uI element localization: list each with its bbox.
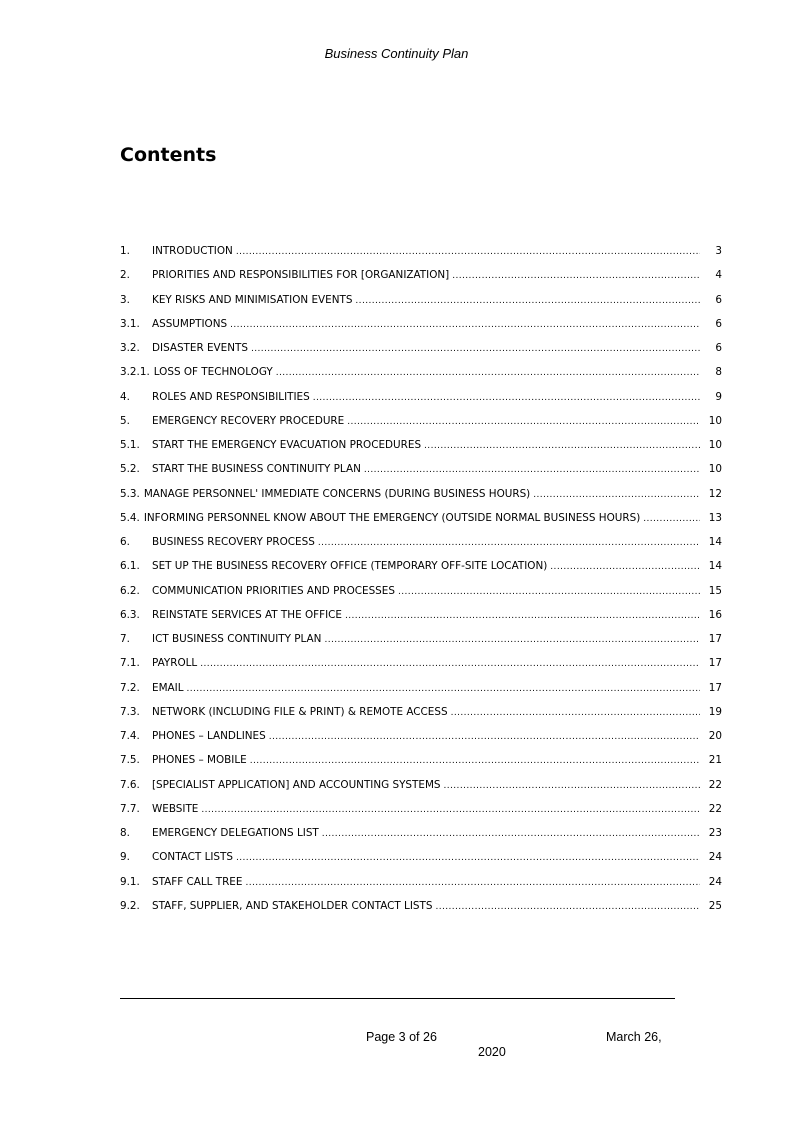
toc-entry-title: COMMUNICATION PRIORITIES AND PROCESSES (152, 584, 395, 597)
toc-entry[interactable] (120, 409, 722, 433)
document-header-title: Business Continuity Plan (324, 46, 469, 61)
toc-entry-title: SET UP THE BUSINESS RECOVERY OFFICE (TEMPORARY OFF-SITE LOCATION) (152, 560, 548, 573)
toc-entry[interactable] (120, 724, 722, 748)
toc-entry[interactable] (120, 288, 722, 312)
toc-dot-leader (550, 561, 700, 573)
toc-dot-leader (398, 586, 700, 598)
toc-entry-page-number: 17 (708, 657, 722, 670)
toc-dot-leader (230, 319, 700, 331)
toc-entry[interactable] (120, 627, 722, 651)
toc-entry[interactable] (120, 651, 722, 675)
toc-dot-leader (187, 683, 701, 695)
toc-entry-number: 7.4. (120, 730, 140, 743)
toc-dot-leader (324, 634, 700, 646)
toc-dot-leader (201, 804, 700, 816)
toc-entry-number: 3.2.1. (120, 366, 150, 379)
toc-dot-leader (322, 828, 700, 840)
toc-entry-number: 3.1. (120, 317, 140, 330)
toc-entry[interactable] (120, 530, 722, 554)
toc-entry-number: 3. (120, 293, 130, 306)
toc-dot-leader (236, 852, 700, 864)
toc-entry[interactable] (120, 700, 722, 724)
toc-entry[interactable] (120, 748, 722, 772)
toc-entry-page-number: 4 (715, 269, 722, 282)
toc-entry-page-number: 13 (708, 511, 722, 524)
toc-entry-title: INTRODUCTION (152, 245, 233, 258)
toc-entry-number: 6.2. (120, 584, 140, 597)
toc-entry-title: STAFF CALL TREE (152, 875, 243, 888)
toc-entry-number: 5.3. (120, 487, 140, 500)
toc-dot-leader (251, 343, 700, 355)
toc-entry[interactable] (120, 433, 722, 457)
toc-entry-title: INFORMING PERSONNEL KNOW ABOUT THE EMERGENCY (OUTSIDE NORMAL BUSINESS HOURS) (143, 511, 641, 524)
toc-entry-page-number: 16 (708, 608, 722, 621)
toc-entry-number: 6. (120, 536, 130, 549)
toc-entry-page-number: 17 (708, 681, 722, 694)
toc-entry-page-number: 6 (715, 342, 722, 355)
toc-dot-leader (364, 464, 700, 476)
toc-entry-page-number: 22 (708, 802, 722, 815)
toc-dot-leader (533, 489, 700, 501)
toc-entry-title: ROLES AND RESPONSIBILITIES (152, 390, 310, 403)
toc-entry-title: LOSS OF TECHNOLOGY (153, 366, 273, 379)
toc-entry-page-number: 19 (708, 705, 722, 718)
toc-entry[interactable] (120, 457, 722, 481)
footer-page-number: Page 3 of 26 (366, 1030, 437, 1044)
toc-entry-number: 5.4. (120, 511, 140, 524)
toc-entry-number: 9.1. (120, 875, 140, 888)
toc-dot-leader (200, 658, 700, 670)
toc-entry[interactable] (120, 360, 722, 384)
toc-dot-leader (236, 246, 700, 258)
toc-entry[interactable] (120, 482, 722, 506)
toc-entry[interactable] (120, 676, 722, 700)
footer-divider (120, 998, 675, 999)
toc-entry-title: PAYROLL (152, 657, 198, 670)
toc-dot-leader (451, 707, 700, 719)
toc-entry-title: EMERGENCY DELEGATIONS LIST (152, 827, 319, 840)
toc-entry[interactable] (120, 821, 722, 845)
toc-entry-number: 2. (120, 269, 130, 282)
toc-dot-leader (269, 731, 700, 743)
toc-entry-title: ASSUMPTIONS (152, 317, 228, 330)
toc-entry-title: EMAIL (152, 681, 184, 694)
toc-entry-number: 5. (120, 414, 130, 427)
toc-entry-title: PHONES – LANDLINES (152, 730, 266, 743)
toc-entry-number: 5.1. (120, 439, 140, 452)
toc-entry-page-number: 10 (708, 463, 722, 476)
toc-entry-title: NETWORK (INCLUDING FILE & PRINT) & REMOTE ACCESS (152, 705, 448, 718)
toc-entry-title: WEBSITE (152, 802, 199, 815)
toc-entry-title: REINSTATE SERVICES AT THE OFFICE (152, 608, 342, 621)
toc-entry-page-number: 17 (708, 633, 722, 646)
toc-entry-number: 7.5. (120, 754, 140, 767)
toc-entry-page-number: 25 (708, 899, 722, 912)
toc-dot-leader (435, 901, 700, 913)
contents-heading: Contents (120, 144, 217, 166)
toc-entry-page-number: 24 (708, 875, 722, 888)
toc-entry-title: BUSINESS RECOVERY PROCESS (152, 536, 315, 549)
toc-entry-page-number: 10 (708, 439, 722, 452)
toc-dot-leader (424, 440, 700, 452)
toc-dot-leader (347, 416, 700, 428)
toc-entry-page-number: 14 (708, 536, 722, 549)
toc-entry-number: 7.1. (120, 657, 140, 670)
toc-dot-leader (444, 780, 700, 792)
toc-entry-title: KEY RISKS AND MINIMISATION EVENTS (152, 293, 353, 306)
toc-dot-leader (345, 610, 700, 622)
toc-entry-number: 9.2. (120, 899, 140, 912)
toc-entry-page-number: 3 (715, 245, 722, 258)
toc-entry-page-number: 14 (708, 560, 722, 573)
toc-entry-page-number: 9 (715, 390, 722, 403)
toc-dot-leader (318, 537, 700, 549)
toc-entry[interactable] (120, 312, 722, 336)
toc-entry-number: 4. (120, 390, 130, 403)
toc-entry-number: 8. (120, 827, 130, 840)
toc-entry-title: EMERGENCY RECOVERY PROCEDURE (152, 414, 345, 427)
toc-entry-number: 7.7. (120, 802, 140, 815)
toc-entry[interactable] (120, 336, 722, 360)
toc-entry-title: START THE EMERGENCY EVACUATION PROCEDURES (152, 439, 422, 452)
toc-entry[interactable] (120, 263, 722, 287)
toc-entry[interactable] (120, 894, 722, 918)
toc-dot-leader (276, 367, 700, 379)
toc-entry-page-number: 15 (708, 584, 722, 597)
toc-entry-title: CONTACT LISTS (152, 851, 233, 864)
toc-entry-number: 7.6. (120, 778, 140, 791)
toc-entry-page-number: 8 (715, 366, 722, 379)
toc-entry-number: 7.3. (120, 705, 140, 718)
toc-dot-leader (250, 755, 700, 767)
toc-entry[interactable] (120, 845, 722, 869)
toc-dot-leader (245, 877, 700, 889)
toc-entry-number: 6.1. (120, 560, 140, 573)
toc-entry-title: MANAGE PERSONNEL' IMMEDIATE CONCERNS (DURING BUSINESS HOURS) (143, 487, 531, 500)
toc-entry[interactable] (120, 870, 722, 894)
toc-entry-page-number: 6 (715, 317, 722, 330)
toc-entry-title: DISASTER EVENTS (152, 342, 248, 355)
toc-entry-page-number: 21 (708, 754, 722, 767)
toc-entry-page-number: 22 (708, 778, 722, 791)
toc-dot-leader (313, 392, 700, 404)
toc-entry-number: 3.2. (120, 342, 140, 355)
toc-entry-page-number: 23 (708, 827, 722, 840)
footer-date-year: 2020 (478, 1045, 506, 1059)
toc-entry-page-number: 12 (708, 487, 722, 500)
toc-entry-number: 7. (120, 633, 130, 646)
toc-entry-title: STAFF, SUPPLIER, AND STAKEHOLDER CONTACT LISTS (152, 899, 433, 912)
toc-entry-title: PRIORITIES AND RESPONSIBILITIES FOR [ORGANIZATION] (152, 269, 450, 282)
toc-entry-number: 9. (120, 851, 130, 864)
toc-entry[interactable] (120, 506, 722, 530)
toc-entry-title: ICT BUSINESS CONTINUITY PLAN (152, 633, 322, 646)
toc-entry-page-number: 6 (715, 293, 722, 306)
toc-entry[interactable] (120, 554, 722, 578)
toc-entry[interactable] (120, 773, 722, 797)
toc-dot-leader (643, 513, 700, 525)
toc-entry-page-number: 10 (708, 414, 722, 427)
toc-entry-number: 5.2. (120, 463, 140, 476)
toc-entry-title: PHONES – MOBILE (152, 754, 247, 767)
footer-date-month-day: March 26, (606, 1030, 662, 1044)
table-of-contents (120, 239, 722, 918)
toc-entry-title: START THE BUSINESS CONTINUITY PLAN (152, 463, 361, 476)
toc-entry-title: [SPECIALIST APPLICATION] AND ACCOUNTING SYSTEMS (152, 778, 441, 791)
toc-entry-page-number: 20 (708, 730, 722, 743)
toc-entry[interactable] (120, 385, 722, 409)
toc-entry[interactable] (120, 579, 722, 603)
toc-dot-leader (355, 295, 700, 307)
toc-entry-number: 7.2. (120, 681, 140, 694)
toc-dot-leader (452, 270, 700, 282)
toc-entry-page-number: 24 (708, 851, 722, 864)
toc-entry-number: 6.3. (120, 608, 140, 621)
toc-entry-number: 1. (120, 245, 130, 258)
toc-entry[interactable] (120, 603, 722, 627)
toc-entry[interactable] (120, 239, 722, 263)
toc-entry[interactable] (120, 797, 722, 821)
